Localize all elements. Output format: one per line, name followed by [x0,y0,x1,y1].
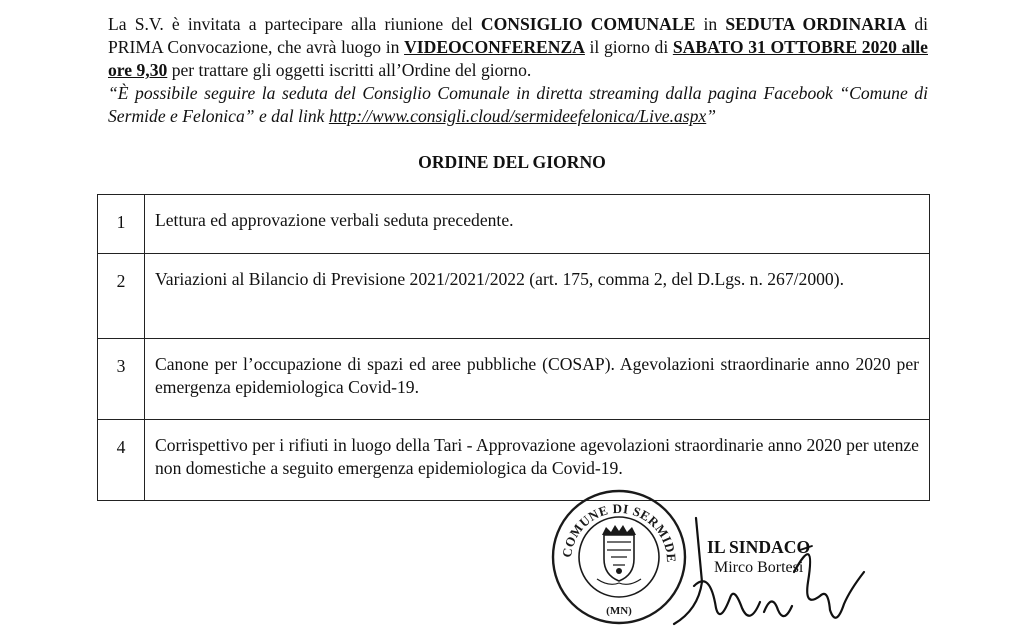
meeting-date: SABATO 31 OTTOBRE 2020 alle ore 9,30 [108,37,928,80]
invitation-lead: La S.V. è invitata a partecipare alla riunione del [108,14,481,34]
invitation-paragraph [108,13,928,82]
agenda-item-text: Variazioni al Bilancio di Previsione 2021/2021/2022 (art. 175, comma 2, del D.Lgs. n. 267/2000). [145,254,930,339]
handwritten-signature [668,512,868,630]
seal-province: (MN) [606,605,632,617]
session-type: SEDUTA ORDINARIA [725,14,907,34]
signatory-title: IL SINDACO [707,537,811,557]
agenda-heading: ORDINE DEL GIORNO [418,152,606,172]
agenda-item-number: 1 [98,195,145,254]
invitation-convocation: di PRIMA Convocazione, che avrà luogo in [108,14,929,57]
meeting-mode: VIDEOCONFERENZA [404,37,585,57]
agenda-item-number: 2 [98,254,145,339]
invitation-tail: per trattare gli oggetti iscritti all’Ordine del giorno. [167,60,532,80]
agenda-item-text: Lettura ed approvazione verbali seduta precedente. [145,195,930,254]
seal-ring-text: COMUNE DI SERMIDE [559,500,680,564]
agenda-table [97,194,930,501]
streaming-text: “È possibile seguire la seduta del Consiglio Comunale in diretta streaming dalla pagina Facebook “Comune di Sermide e Felonica” e dal link [108,83,928,126]
invitation-in: in [695,14,726,34]
agenda-item-text: Corrispettivo per i rifiuti in luogo della Tari - Approvazione agevolazioni straordinarie anno 2020 per utenze non domestiche a seguito emergenza epidemiologica da Covid-19. [145,420,930,501]
agenda-row [98,420,930,501]
streaming-link[interactable]: http://www.consigli.cloud/sermideefelonica/Live.aspx [328,106,707,126]
signatory-name: Mirco Bortesi [714,559,804,576]
invitation-text [108,13,928,128]
agenda-row [98,339,930,420]
agenda-row [98,195,930,254]
agenda-item-number: 4 [98,420,145,501]
agenda-row [98,254,930,339]
coat-of-arms-icon [597,525,641,584]
agenda-item-number: 3 [98,339,145,420]
streaming-close: ” [706,106,717,126]
agenda-item-text: Canone per l’occupazione di spazi ed aree pubbliche (COSAP). Agevolazioni straordinarie anno 2020 per emergenza epidemiologica Covid-19. [145,339,930,420]
council-name: CONSIGLIO COMUNALE [480,14,696,34]
streaming-note [108,82,928,128]
invitation-day: il giorno di [584,37,673,57]
